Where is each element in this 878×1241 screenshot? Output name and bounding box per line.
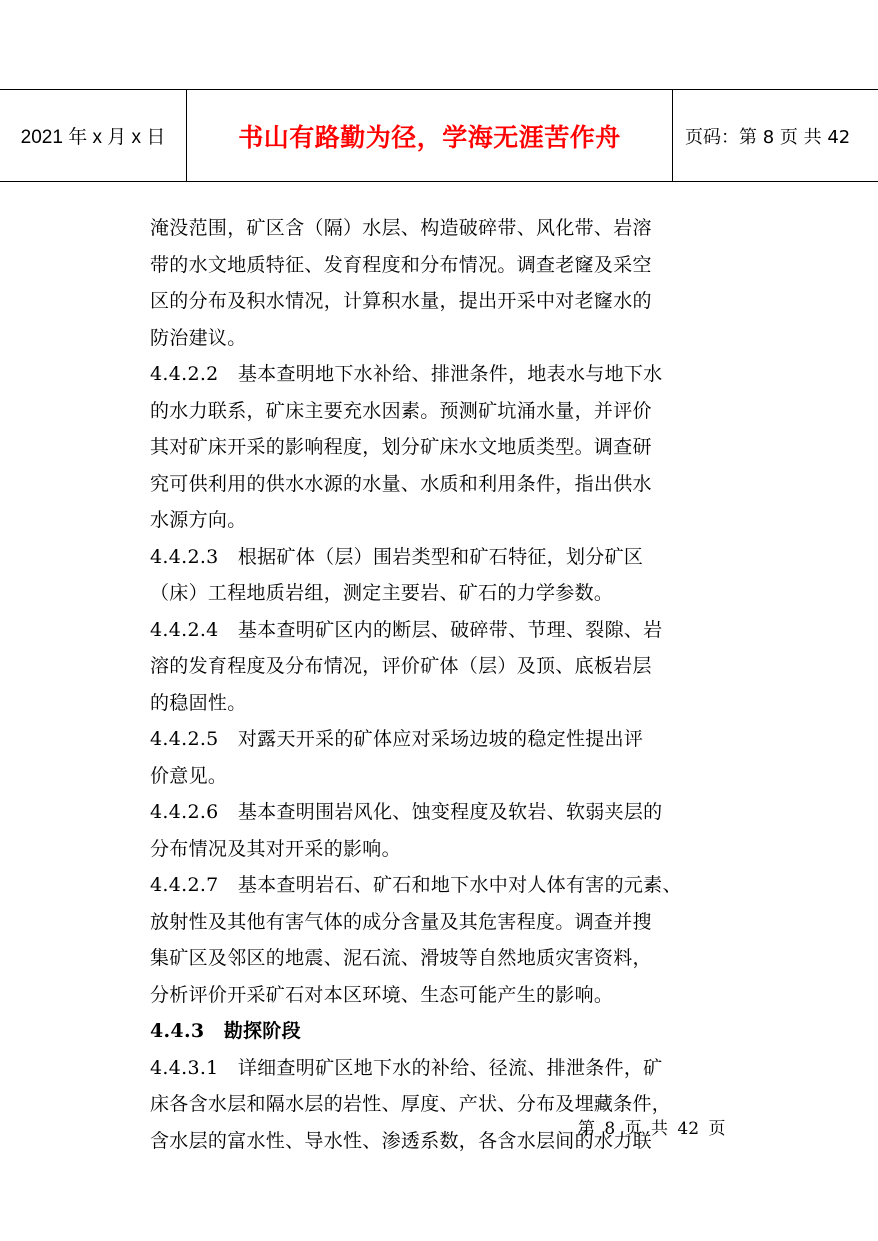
body-line: 4.4.2.5 对露天开采的矿体应对采场边坡的稳定性提出评 xyxy=(150,728,644,750)
body-line: 区的分布及积水情况，计算积水量，提出开采中对老窿水的 xyxy=(150,290,652,312)
body-line: 4.4.2.6 基本查明围岩风化、蚀变程度及软岩、软弱夹层的 xyxy=(150,801,663,823)
body-line: 的稳固性。 xyxy=(150,691,247,714)
page-header xyxy=(0,89,878,182)
body-line: 床各含水层和隔水层的岩性、厚度、产状、分布及埋藏条件， xyxy=(150,1093,672,1115)
section-heading: 4.4.3 勘探阶段 xyxy=(150,1020,301,1042)
body-line: 集矿区及邻区的地震、泥石流、滑坡等自然地质灾害资料， xyxy=(150,947,652,969)
body-line: 含水层的富水性、导水性、渗透系数，各含水层间的水力联 xyxy=(150,1129,652,1152)
body-line: 淹没范围，矿区含（隔）水层、构造破碎带、风化带、岩溶 xyxy=(150,217,652,239)
body-line: 带的水文地质特征、发育程度和分布情况。调查老窿及采空 xyxy=(150,253,652,276)
body-line: 的水力联系，矿床主要充水因素。预测矿坑涌水量，并评价 xyxy=(150,399,652,422)
body-line: 价意见。 xyxy=(150,764,228,787)
body-line: 究可供利用的供水水源的水量、水质和利用条件，指出供水 xyxy=(150,472,652,495)
header-page-info: 页码：第 8 页 共 42 xyxy=(685,126,851,148)
body-line: 分布情况及其对开采的影响。 xyxy=(150,837,401,860)
body-line: 溶的发育程度及分布情况，评价矿体（层）及顶、底板岩层 xyxy=(150,655,652,677)
header-motto: 书山有路勤为径，学海无涯苦作舟 xyxy=(187,90,673,181)
body-line: 分析评价开采矿石对本区环境、生态可能产生的影响。 xyxy=(150,983,614,1006)
page-footer: 第 8 页 共 42 页 xyxy=(578,1119,726,1139)
body-line: 水源方向。 xyxy=(150,509,247,531)
body-line: （床）工程地质岩组，测定主要岩、矿石的力学参数。 xyxy=(150,582,614,604)
body-line: 4.4.3.1 详细查明矿区地下水的补给、径流、排泄条件，矿 xyxy=(150,1056,663,1079)
body-line: 4.4.2.4 基本查明矿区内的断层、破碎带、节理、裂隙、岩 xyxy=(150,618,663,641)
body-line: 放射性及其他有害气体的成分含量及其危害程度。调查并搜 xyxy=(150,910,652,933)
document-body xyxy=(150,210,735,1159)
body-line: 4.4.2.7 基本查明岩石、矿石和地下水中对人体有害的元素、 xyxy=(150,874,682,896)
header-date: 2021 年 x 月 x 日 xyxy=(0,90,187,181)
body-line: 防治建议。 xyxy=(150,326,247,349)
body-line: 4.4.2.3 根据矿体（层）围岩类型和矿石特征，划分矿区 xyxy=(150,545,644,568)
body-line: 4.4.2.2 基本查明地下水补给、排泄条件，地表水与地下水 xyxy=(150,363,663,385)
body-line: 其对矿床开采的影响程度，划分矿床水文地质类型。调查研 xyxy=(150,436,652,458)
